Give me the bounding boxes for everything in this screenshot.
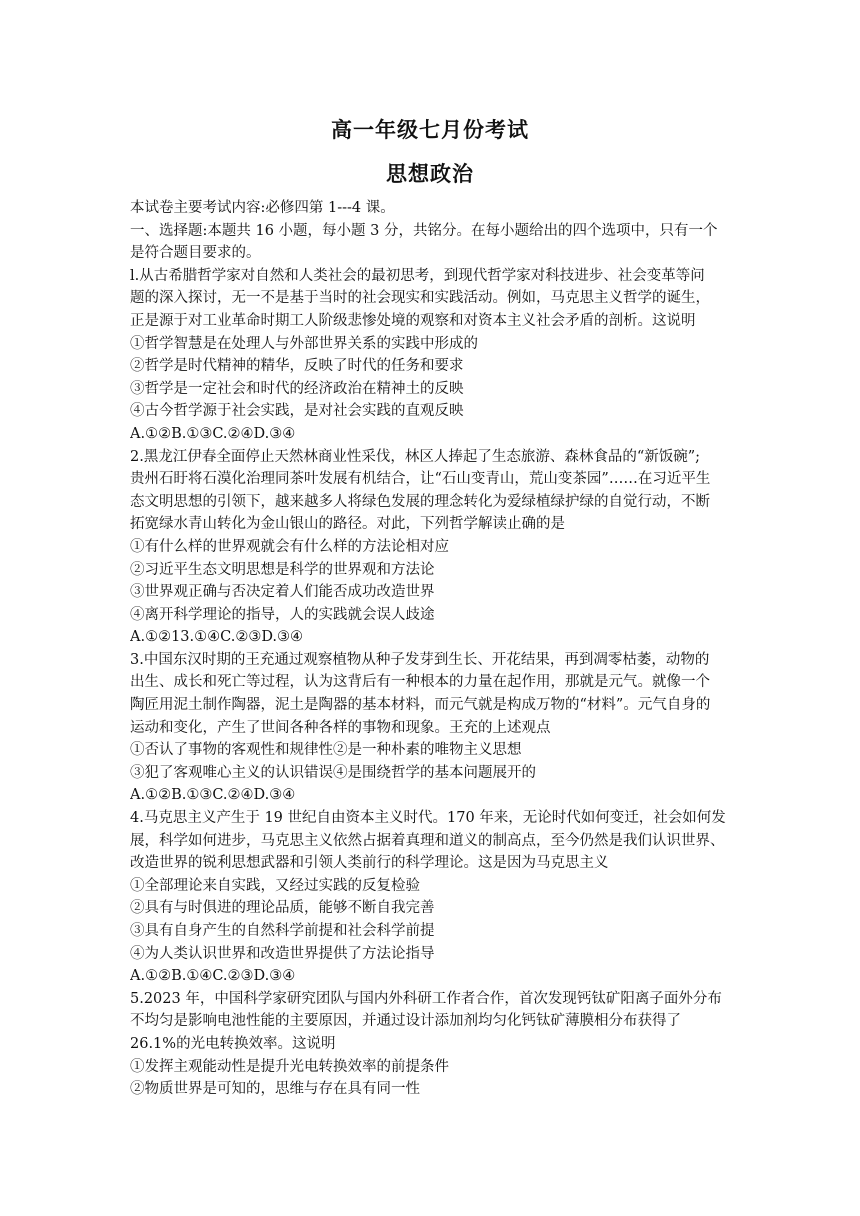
question-stem-line: 正是源于对工业革命时期工人阶级悲惨处境的观察和对资本主义社会矛盾的剖析。这说明 <box>130 312 696 329</box>
question-option: ④古今哲学源于社会实践，是对社会实践的直观反映 <box>130 403 464 420</box>
question-stem-line: 态文明思想的引领下，越来越多人将绿色发展的理念转化为爱绿植绿护绿的自觉行动，不断 <box>130 493 710 510</box>
question-stem-line: 展，科学如何进步，马克思主义依然占据着真理和道义的制高点，至今仍然是我们认识世界、 <box>130 832 725 849</box>
question-option: ①有什么样的世界观就会有什么样的方法论相对应 <box>130 538 449 555</box>
answer-choices: A.①②B.①④C.②③D.③④ <box>130 968 296 985</box>
question-stem-line: 题的深入探讨，无一不是基于当时的社会现实和实践活动。例如，马克思主义哲学的诞生， <box>130 290 710 307</box>
exam-content <box>130 197 735 1101</box>
question-stem-line: 运动和变化，产生了世间各种各样的事物和现象。王充的上述观点 <box>130 719 551 736</box>
question-4 <box>130 807 735 988</box>
answer-choices: A.①②13.①④C.②③D.③④ <box>130 629 304 646</box>
question-3 <box>130 649 735 807</box>
question-stem-line: 陶匠用泥土制作陶器，泥土是陶器的基本材料，而元气就是构成万物的“材料”。元气自身的 <box>130 697 711 714</box>
subject-title: 思想政治 <box>386 161 474 186</box>
answer-choices: A.①②B.①③C.②④D.③④ <box>130 425 296 442</box>
question-option: ③世界观正确与否决定着人们能否成功改造世界 <box>130 584 435 601</box>
question-1 <box>130 265 735 446</box>
question-option: ①全部理论来自实践，又经过实践的反复检验 <box>130 877 420 894</box>
question-option: ②习近平生态文明思想是科学的世界观和方法论 <box>130 561 435 578</box>
question-option: ①否认了事物的客观性和规律性②是一种朴素的唯物主义思想 <box>130 742 522 759</box>
question-option: ②物质世界是可知的，思维与存在具有同一性 <box>130 1081 420 1098</box>
question-5 <box>130 988 735 1101</box>
question-stem-line: 5.2023 年，中国科学家研究团队与国内外科研工作者合作，首次发现钙钛矿阳离子面外分布 <box>130 990 722 1007</box>
question-stem-line: 改造世界的锐利思想武器和引领人类前行的科学理论。这是因为马克思主义 <box>130 855 609 872</box>
section-instruction-line: 一、选择题:本题共 16 小题，每小题 3 分，共铭分。在每小题给出的四个选项中，只有一个 <box>130 222 718 239</box>
question-stem-line: 4.马克思主义产生于 19 世纪自由资本主义时代。170 年来，无论时代如何变迁，社会如何发 <box>130 810 726 827</box>
question-stem-line: 26.1%的光电转换效率。这说明 <box>130 1035 336 1052</box>
question-option: ②哲学是时代精神的精华，反映了时代的任务和要求 <box>130 358 464 375</box>
exam-title: 高一年级七月份考试 <box>331 117 529 142</box>
question-stem-line: 贵州石盱将石漠化治理同茶叶发展有机结合，让“石山变青山，荒山变茶园”……在习近平生 <box>130 471 711 488</box>
question-stem-line: 拓宽绿水青山转化为金山银山的路径。对此，下列哲学解读止确的是 <box>130 516 565 533</box>
question-stem-line: 出生、成长和死亡等过程，认为这背后有一种根本的力量在起作用，那就是元气。就像一个 <box>130 674 710 691</box>
question-option: ④为人类认识世界和改造世界提供了方法论指导 <box>130 945 435 962</box>
question-option: ④离开科学理论的指导，人的实践就会误人歧途 <box>130 606 435 623</box>
question-stem-line: 不均匀是影响电池性能的主要原因，并通过设计添加剂均匀化钙钛矿薄膜相分布获得了 <box>130 1013 681 1030</box>
answer-choices: A.①②B.①③C.②④D.③④ <box>130 787 296 804</box>
question-stem-line: 2.黑龙江伊春全面停止天然林商业性采伐，林区人捧起了生态旅游、森林食品的“新饭碗”; <box>130 448 701 465</box>
question-option: ①发挥主观能动性是提升光电转换效率的前提条件 <box>130 1058 449 1075</box>
question-stem-line: 3.中国东汉时期的王充通过观察植物从种子发芽到生长、开花结果，再到凋零枯萎，动物的 <box>130 651 710 668</box>
section-instruction-line: 是符合题目要求的。 <box>130 245 261 262</box>
question-option: ③犯了客观唯心主义的认识错误④是围绕哲学的基本问题展开的 <box>130 764 536 781</box>
question-2 <box>130 446 735 649</box>
exam-scope: 本试卷主要考试内容:必修四第 1---4 课。 <box>130 200 395 216</box>
question-option: ①哲学智慧是在处理人与外部世界关系的实践中形成的 <box>130 335 478 352</box>
question-stem-line: l.从古希腊哲学家对自然和人类社会的最初思考，到现代哲学家对科技进步、社会变革等问 <box>130 267 705 284</box>
question-option: ③具有自身产生的自然科学前提和社会科学前提 <box>130 923 435 939</box>
question-option: ②具有与时俱进的理论品质，能够不断自我完善 <box>130 900 435 917</box>
question-option: ③哲学是一定社会和时代的经济政治在精神土的反映 <box>130 380 464 397</box>
